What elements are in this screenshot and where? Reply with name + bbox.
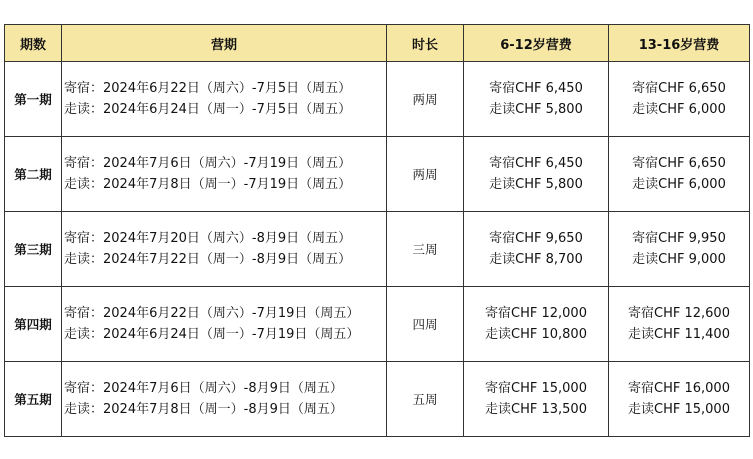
fee-13-16-cell	[609, 137, 750, 212]
dates-cell	[62, 212, 387, 287]
fee-13-16-boarding: 寄宿CHF 12,600	[628, 306, 730, 321]
fee-6-12-boarding: 寄宿CHF 15,000	[485, 381, 587, 396]
duration-cell: 四周	[387, 287, 464, 362]
boarding-dates: 寄宿：2024年6月22日（周六）-7月19日（周五）	[64, 306, 360, 321]
duration-cell: 五周	[387, 362, 464, 437]
day-dates: 走读：2024年7月8日（周一）-7月19日（周五）	[64, 177, 352, 192]
day-dates: 走读：2024年7月22日（周一）-8月9日（周五）	[64, 252, 352, 267]
boarding-dates: 寄宿：2024年7月20日（周六）-8月9日（周五）	[64, 231, 352, 246]
dates-cell	[62, 287, 387, 362]
header-period: 期数	[5, 25, 62, 62]
header-duration: 时长	[387, 25, 464, 62]
fee-13-16-cell	[609, 362, 750, 437]
header-fee-6-12: 6-12岁营费	[464, 25, 609, 62]
header-fee-13-16: 13-16岁营费	[609, 25, 750, 62]
period-cell: 第五期	[5, 362, 62, 437]
fee-6-12-boarding: 寄宿CHF 6,450	[489, 156, 583, 171]
fee-6-12-boarding: 寄宿CHF 9,650	[489, 231, 583, 246]
fee-6-12-cell	[464, 212, 609, 287]
fee-6-12-day: 走读CHF 10,800	[485, 327, 587, 342]
day-dates: 走读：2024年7月8日（周一）-8月9日（周五）	[64, 402, 343, 417]
fee-13-16-cell	[609, 212, 750, 287]
fee-6-12-boarding: 寄宿CHF 6,450	[489, 81, 583, 96]
fee-6-12-day: 走读CHF 5,800	[489, 177, 583, 192]
table-body	[5, 62, 750, 437]
camp-schedule-table-container	[4, 24, 750, 437]
table-row	[5, 137, 750, 212]
dates-cell	[62, 137, 387, 212]
fee-13-16-day: 走读CHF 11,400	[628, 327, 730, 342]
camp-schedule-table	[4, 24, 750, 437]
fee-13-16-boarding: 寄宿CHF 16,000	[628, 381, 730, 396]
header-camp: 营期	[62, 25, 387, 62]
table-row	[5, 287, 750, 362]
duration-cell: 两周	[387, 62, 464, 137]
day-dates: 走读：2024年6月24日（周一）-7月5日（周五）	[64, 102, 352, 117]
boarding-dates: 寄宿：2024年7月6日（周六）-8月9日（周五）	[64, 381, 343, 396]
fee-13-16-boarding: 寄宿CHF 6,650	[632, 81, 726, 96]
period-cell: 第二期	[5, 137, 62, 212]
boarding-dates: 寄宿：2024年7月6日（周六）-7月19日（周五）	[64, 156, 352, 171]
fee-13-16-cell	[609, 287, 750, 362]
fee-6-12-boarding: 寄宿CHF 12,000	[485, 306, 587, 321]
fee-13-16-boarding: 寄宿CHF 9,950	[632, 231, 726, 246]
fee-13-16-day: 走读CHF 6,000	[632, 102, 726, 117]
fee-6-12-cell	[464, 137, 609, 212]
period-cell: 第四期	[5, 287, 62, 362]
fee-13-16-day: 走读CHF 6,000	[632, 177, 726, 192]
period-cell: 第三期	[5, 212, 62, 287]
dates-cell	[62, 362, 387, 437]
table-row	[5, 212, 750, 287]
header-row	[5, 25, 750, 62]
period-cell: 第一期	[5, 62, 62, 137]
fee-13-16-cell	[609, 62, 750, 137]
fee-6-12-cell	[464, 362, 609, 437]
duration-cell: 两周	[387, 137, 464, 212]
fee-13-16-boarding: 寄宿CHF 6,650	[632, 156, 726, 171]
fee-6-12-cell	[464, 62, 609, 137]
fee-6-12-day: 走读CHF 13,500	[485, 402, 587, 417]
day-dates: 走读：2024年6月24日（周一）-7月19日（周五）	[64, 327, 360, 342]
table-header	[5, 25, 750, 62]
fee-13-16-day: 走读CHF 15,000	[628, 402, 730, 417]
boarding-dates: 寄宿：2024年6月22日（周六）-7月5日（周五）	[64, 81, 352, 96]
dates-cell	[62, 62, 387, 137]
fee-6-12-day: 走读CHF 8,700	[489, 252, 583, 267]
fee-6-12-day: 走读CHF 5,800	[489, 102, 583, 117]
duration-cell: 三周	[387, 212, 464, 287]
table-row	[5, 362, 750, 437]
fee-13-16-day: 走读CHF 9,000	[632, 252, 726, 267]
table-row	[5, 62, 750, 137]
fee-6-12-cell	[464, 287, 609, 362]
